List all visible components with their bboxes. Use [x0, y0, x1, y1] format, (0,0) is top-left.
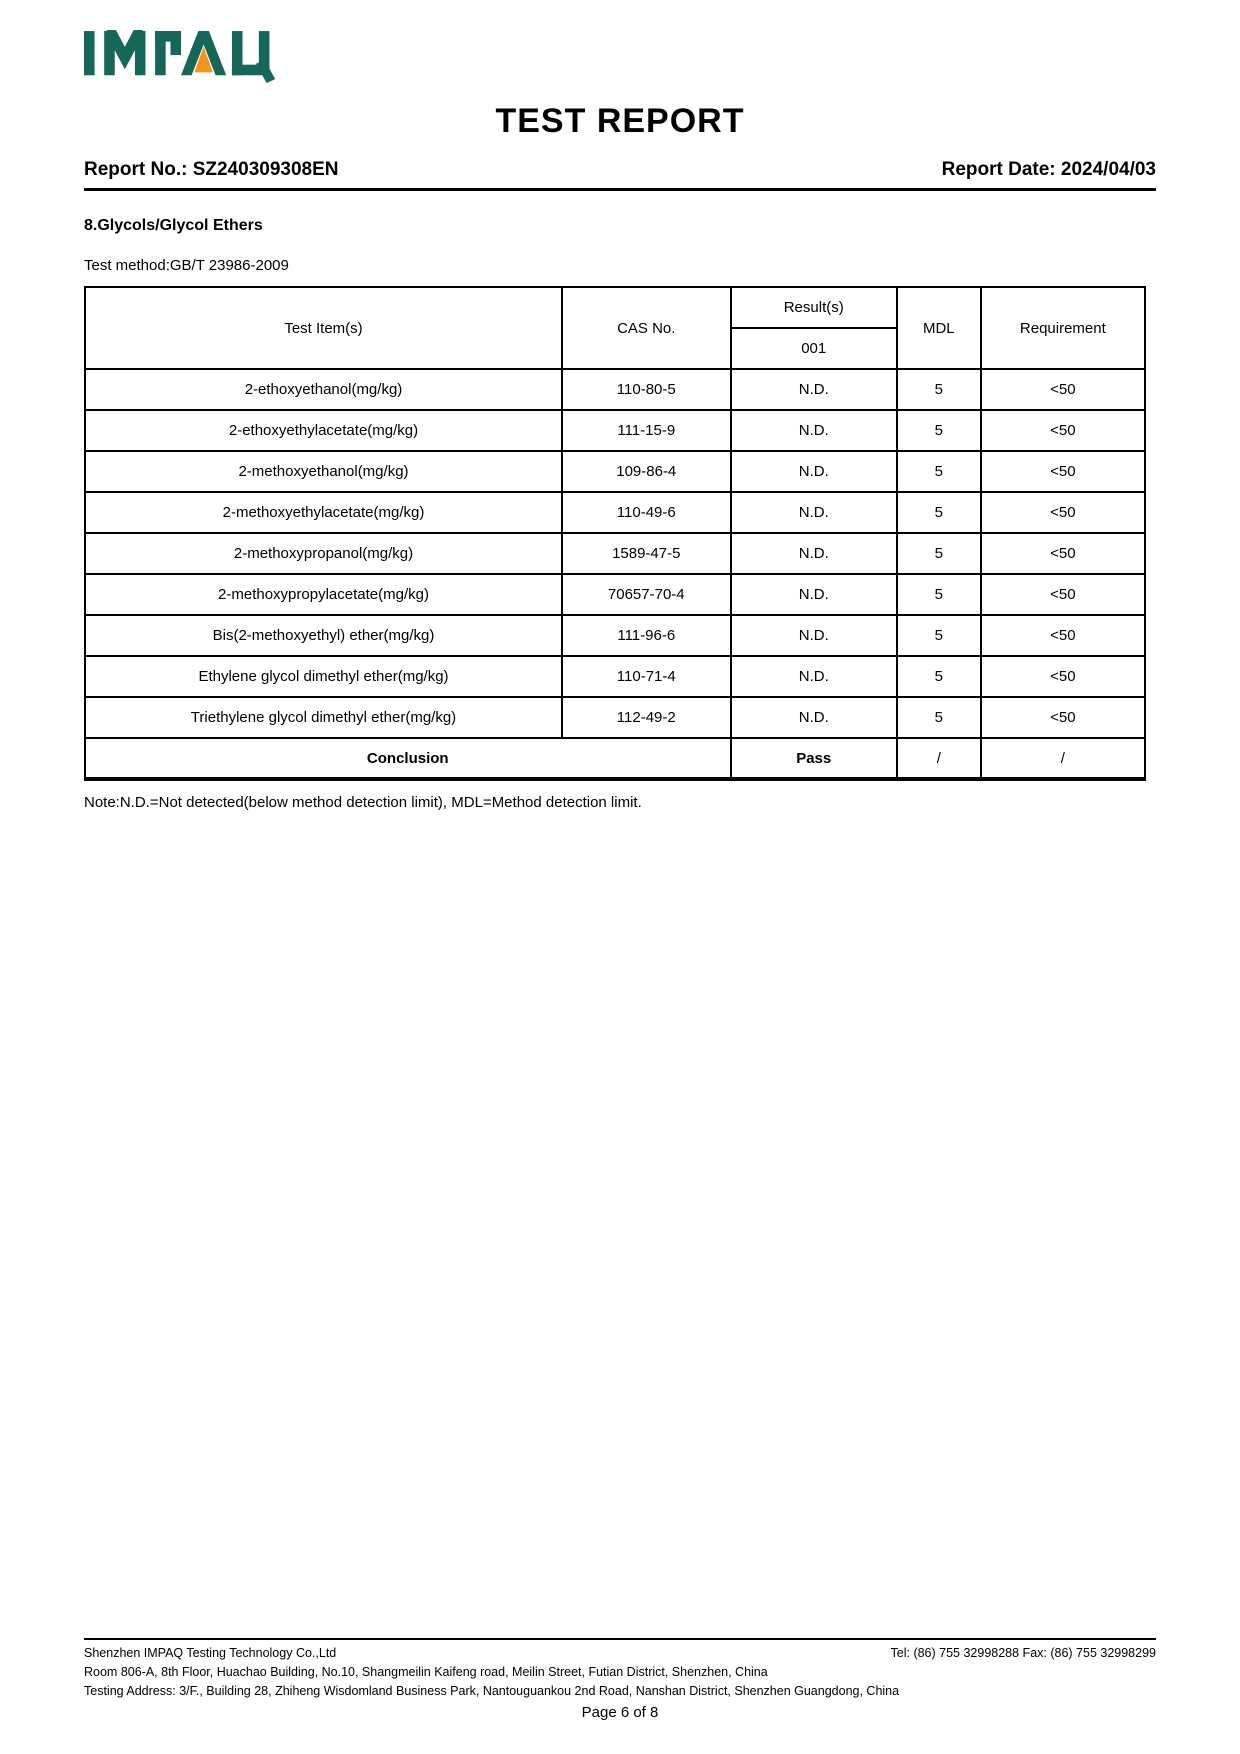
col-header-mdl: MDL: [897, 287, 981, 369]
cell-mdl: 5: [897, 492, 981, 533]
table-row: [85, 574, 1145, 615]
cell-mdl: 5: [897, 656, 981, 697]
cell-result: N.D.: [731, 492, 897, 533]
cell-mdl: 5: [897, 697, 981, 738]
cell-result: N.D.: [731, 533, 897, 574]
cell-mdl: 5: [897, 369, 981, 410]
table-row: [85, 369, 1145, 410]
cell-cas-no: 110-49-6: [562, 492, 731, 533]
col-header-sample-id: 001: [731, 328, 897, 369]
report-number: Report No.: SZ240309308EN: [84, 159, 339, 180]
results-table: [84, 286, 1146, 781]
cell-test-item: Bis(2-methoxyethyl) ether(mg/kg): [85, 615, 562, 656]
cell-result: N.D.: [731, 369, 897, 410]
cell-cas-no: 1589-47-5: [562, 533, 731, 574]
col-header-requirement: Requirement: [981, 287, 1145, 369]
cell-cas-no: 110-71-4: [562, 656, 731, 697]
col-header-test-item: Test Item(s): [85, 287, 562, 369]
col-header-result: Result(s): [731, 287, 897, 328]
cell-test-item: 2-methoxyethanol(mg/kg): [85, 451, 562, 492]
cell-result: N.D.: [731, 410, 897, 451]
cell-cas-no: 110-80-5: [562, 369, 731, 410]
cell-test-item: Triethylene glycol dimethyl ether(mg/kg): [85, 697, 562, 738]
conclusion-result: Pass: [731, 738, 897, 779]
cell-cas-no: 70657-70-4: [562, 574, 731, 615]
cell-requirement: <50: [981, 615, 1145, 656]
page-title: TEST REPORT: [495, 102, 745, 140]
cell-result: N.D.: [731, 697, 897, 738]
conclusion-row: [85, 738, 1145, 779]
report-date: Report Date: 2024/04/03: [941, 159, 1156, 180]
footer-tel-fax: Tel: (86) 755 32998288 Fax: (86) 755 32998299: [890, 1646, 1156, 1660]
cell-mdl: 5: [897, 615, 981, 656]
table-row: [85, 615, 1145, 656]
report-content: [84, 0, 1156, 811]
cell-cas-no: 112-49-2: [562, 697, 731, 738]
header-divider: [84, 188, 1156, 191]
cell-requirement: <50: [981, 574, 1145, 615]
table-header: [85, 287, 1145, 369]
cell-result: N.D.: [731, 656, 897, 697]
cell-mdl: 5: [897, 410, 981, 451]
cell-cas-no: 111-15-9: [562, 410, 731, 451]
page-footer: [84, 1638, 1156, 1721]
conclusion-requirement: /: [981, 738, 1145, 779]
cell-requirement: <50: [981, 656, 1145, 697]
footer-company-name: Shenzhen IMPAQ Testing Technology Co.,Ltd: [84, 1646, 337, 1660]
cell-test-item: Ethylene glycol dimethyl ether(mg/kg): [85, 656, 562, 697]
cell-requirement: <50: [981, 697, 1145, 738]
footer-address-1: Room 806-A, 8th Floor, Huachao Building, No.10, Shangmeilin Kaifeng road, Meilin Street, Futian District, Shenzhen, China: [84, 1665, 768, 1679]
test-method: Test method:GB/T 23986-2009: [84, 257, 289, 274]
cell-test-item: 2-methoxypropylacetate(mg/kg): [85, 574, 562, 615]
cell-mdl: 5: [897, 533, 981, 574]
conclusion-label: Conclusion: [85, 738, 731, 779]
cell-test-item: 2-methoxyethylacetate(mg/kg): [85, 492, 562, 533]
cell-test-item: 2-ethoxyethanol(mg/kg): [85, 369, 562, 410]
table-row: [85, 697, 1145, 738]
impaq-logo-icon: [84, 30, 280, 84]
cell-mdl: 5: [897, 451, 981, 492]
cell-mdl: 5: [897, 574, 981, 615]
cell-test-item: 2-methoxypropanol(mg/kg): [85, 533, 562, 574]
cell-requirement: <50: [981, 369, 1145, 410]
cell-requirement: <50: [981, 451, 1145, 492]
cell-result: N.D.: [731, 451, 897, 492]
table-row: [85, 492, 1145, 533]
company-logo: [84, 30, 1156, 84]
cell-cas-no: 109-86-4: [562, 451, 731, 492]
note-text: Note:N.D.=Not detected(below method detection limit), MDL=Method detection limit.: [84, 794, 642, 811]
table-row: [85, 656, 1145, 697]
page-number: Page 6 of 8: [581, 1704, 659, 1721]
section-heading: 8.Glycols/Glycol Ethers: [84, 217, 263, 234]
cell-cas-no: 111-96-6: [562, 615, 731, 656]
footer-address-2: Testing Address: 3/F., Building 28, Zhiheng Wisdomland Business Park, Nantouguankou 2nd Road, Nanshan District, Shenzhen Guangdong, China: [84, 1684, 900, 1698]
cell-requirement: <50: [981, 492, 1145, 533]
table-row: [85, 410, 1145, 451]
cell-result: N.D.: [731, 615, 897, 656]
table-row: [85, 533, 1145, 574]
cell-result: N.D.: [731, 574, 897, 615]
cell-requirement: <50: [981, 410, 1145, 451]
conclusion-mdl: /: [897, 738, 981, 779]
cell-test-item: 2-ethoxyethylacetate(mg/kg): [85, 410, 562, 451]
table-row: [85, 451, 1145, 492]
col-header-cas-no: CAS No.: [562, 287, 731, 369]
report-meta-row: [84, 159, 1156, 181]
cell-requirement: <50: [981, 533, 1145, 574]
